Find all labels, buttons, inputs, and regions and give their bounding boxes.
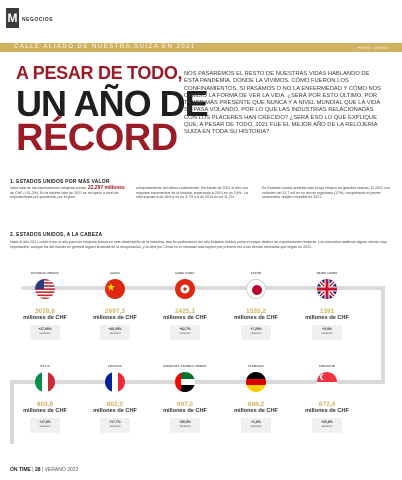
- singapore-flag-icon: [317, 372, 337, 392]
- country-name: ESTADOS UNIDOS: [31, 271, 59, 275]
- country-name: HONG KONG: [175, 271, 195, 275]
- section-1-title: 1. ESTADOS UNIDOS POR MÁS VALOR: [10, 179, 110, 185]
- section-1-col-3: En Estados Unidos preferta más el lujo relojero de grandes marcas. El 2021 con volumen del 13,7 mil en su récord registrado (17%), recuperando el primer consumidor relojero mundial en 2021.: [262, 186, 390, 200]
- country-name: REINO UNIDO: [316, 271, 338, 275]
- change-label: variación: [250, 331, 262, 335]
- section-2-title: 2. ESTADOS UNIDOS, A LA CABEZA: [10, 232, 103, 238]
- change-percent: +20,8%: [321, 420, 333, 424]
- section-1-col-1: [10, 186, 128, 200]
- export-amount: 1535,2: [246, 308, 266, 315]
- country-japan: [221, 271, 291, 340]
- band-author: PENNY JOHNS: [357, 45, 388, 50]
- page-footer: [10, 467, 78, 473]
- change-label: variación: [179, 424, 191, 428]
- change-box: [100, 418, 130, 433]
- intro-paragraph: NOS PASAREMOS EL RESTO DE NUESTRAS VIDAS HABLANDO DE ESTA PANDEMIA, DONDE LA VIVIMOS, CÓMO FUERON LOS CONFINAMIENTOS, SI PASAMOS O NO LA ENFERMEDAD Y CÓMO NOS CAMBIÓ LA FORMA DE VER LA VIDA. ¿SERÁ POR ESTO ÚLTIMO, POR TENER MÁS PRESENTE QUE NUNCA Y A NIVEL MUNDIAL QUE LA VIDA SE PASA VOLANDO, POR LO QUE LAS INDUSTRIAS RELACIONADAS CON LOS PLACERES HAN CRECIDO? ¿SERÁ ESO LO QUE EXPLIQUE QUE, A PESAR DE TODO, 2021 FUE EL MEJOR AÑO DE LA RELOJERÍA SUIZA EN TODA SU HISTORIA?: [184, 71, 382, 136]
- uk-flag-icon: [317, 279, 337, 299]
- germany-flag-icon: [246, 372, 266, 392]
- change-box: [30, 325, 60, 340]
- country-name: CHINA: [110, 271, 120, 275]
- export-unit: millones de CHF: [305, 315, 349, 321]
- change-label: variación: [321, 424, 333, 428]
- export-unit: millones de CHF: [234, 408, 278, 414]
- export-amount: 686,2: [247, 401, 265, 408]
- change-box: [170, 325, 200, 340]
- change-percent: +27,90%: [38, 327, 52, 331]
- export-amount: 672,4: [318, 401, 336, 408]
- usa-flag-icon: [35, 279, 55, 299]
- section-label: NEGOCIOS: [22, 17, 53, 23]
- change-box: [312, 325, 342, 340]
- change-box: [241, 325, 271, 340]
- country-uae: [150, 364, 220, 433]
- footer-separator: |: [32, 467, 35, 473]
- export-amount: 1391: [319, 308, 335, 315]
- magazine-logo: M: [6, 8, 19, 28]
- change-label: variación: [321, 331, 333, 335]
- japan-flag-icon: [246, 279, 266, 299]
- country-germany: [221, 364, 291, 433]
- country-name: ALEMANIA: [247, 364, 265, 368]
- country-singapore: [292, 364, 362, 433]
- footer-separator: |: [41, 467, 45, 473]
- country-usa: [10, 271, 80, 340]
- article-band: [0, 43, 402, 52]
- section-1-highlight: 22.297 millones: [87, 185, 125, 191]
- export-amount: 803,6: [36, 401, 54, 408]
- change-percent: +5,9%: [322, 327, 332, 331]
- export-unit: millones de CHF: [234, 315, 278, 321]
- export-amount: 802,0: [106, 401, 124, 408]
- export-unit: millones de CHF: [23, 408, 67, 414]
- change-label: variación: [179, 331, 191, 335]
- title-line-2: UN AÑO DE: [16, 83, 208, 124]
- country-name: FRANCIA: [108, 364, 122, 368]
- section-1-col-1-body: de CHF (+31,2%). En la tripleta líder de 2021 se recuperó a nivel de exportaciones pre-pandemia, por el gran: [10, 190, 119, 200]
- change-label: variación: [39, 424, 51, 428]
- hong-kong-flag-icon: [175, 279, 195, 299]
- footer-brand: ON TIME: [10, 467, 31, 473]
- country-uk: [292, 271, 362, 340]
- country-name: EMIRATOS ÁRABES UNIDOS: [163, 364, 207, 368]
- title-line-3: RÉCORD: [16, 117, 178, 159]
- france-flag-icon: [105, 372, 125, 392]
- change-percent: +26,9%: [179, 420, 191, 424]
- export-amount: 2425,1: [175, 308, 195, 315]
- country-hong-kong: [150, 271, 220, 340]
- section-1-col-2: comportamiento del último cuatrimestre. Ha fuente de 2021 el año con mayores incrementos de la historia, superando a 2014 en un 2,6%. La cifra supuso a de 28% y es un 3,7% y a de 2019 en un 11,2%.: [136, 186, 249, 200]
- change-box: [100, 325, 130, 340]
- export-unit: millones de CHF: [163, 408, 207, 414]
- section-2-text: Hace el año 2021 volvió a ser el año para los relojeros suizos en este desempeño de la industria, tras la confirmación del año Estados Unidos como el mayor destino de exportaciones relojeras. Los mercados asiáticos siguen siendo muy importantes, aunque los del mundo en general siguen la senda de la recuperación, y la cifra por China en el mercado total superó por primera vez a los demás mercados que llegan en 2021.: [10, 240, 387, 249]
- band-left-text: CALLE ALIADO DE NUESTRA SUIZA EN 2021: [14, 44, 196, 50]
- export-unit: millones de CHF: [93, 408, 137, 414]
- title-line-1: A PESAR DE TODO,: [16, 63, 183, 83]
- export-unit: millones de CHF: [163, 315, 207, 321]
- footer-issue: VERANO 2022: [44, 467, 79, 473]
- export-amount: 3078,6: [35, 308, 55, 315]
- change-percent: +17,7%: [109, 420, 121, 424]
- section-1-col-1-intro: Valor total de las exportaciones relojeras suizas:: [10, 186, 87, 190]
- change-label: variación: [250, 424, 262, 428]
- change-box: [241, 418, 271, 433]
- footer-page-number: 28: [34, 467, 41, 473]
- country-france: [80, 364, 150, 433]
- change-percent: +7,29%: [250, 327, 262, 331]
- export-unit: millones de CHF: [23, 315, 67, 321]
- change-label: variación: [109, 331, 121, 335]
- country-name: JAPÓN: [250, 271, 262, 275]
- change-box: [312, 418, 342, 433]
- change-percent: +45,05%: [108, 327, 122, 331]
- change-label: variación: [39, 331, 51, 335]
- row-turn-track: [381, 286, 385, 384]
- change-box: [30, 418, 60, 433]
- china-flag-icon: [105, 279, 125, 299]
- change-box: [170, 418, 200, 433]
- export-amount: 2697,3: [105, 308, 125, 315]
- country-china: [80, 271, 150, 340]
- export-unit: millones de CHF: [305, 408, 349, 414]
- export-amount: 697,2: [176, 401, 194, 408]
- change-label: variación: [109, 424, 121, 428]
- export-unit: millones de CHF: [93, 315, 137, 321]
- country-name: SINGAPUR: [318, 364, 336, 368]
- uae-flag-icon: [175, 372, 195, 392]
- change-percent: +52,7%: [179, 327, 191, 331]
- italy-flag-icon: [35, 372, 55, 392]
- country-italy: [10, 364, 80, 433]
- country-name: ITALIA: [39, 364, 50, 368]
- change-percent: +17,6%: [39, 420, 51, 424]
- change-percent: +1,6%: [251, 420, 261, 424]
